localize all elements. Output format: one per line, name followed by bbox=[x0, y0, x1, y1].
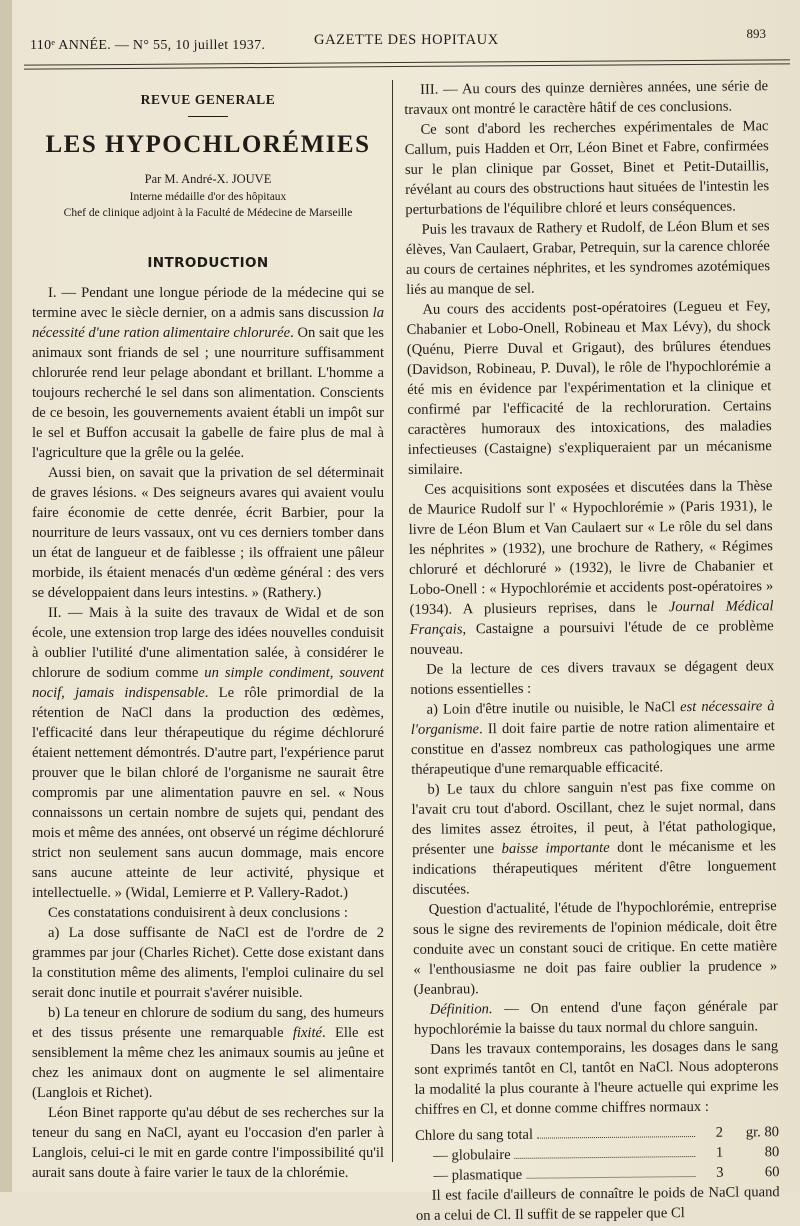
paragraph-notions: De la lecture de ces divers travaux se dégagent deux notions essentielles : bbox=[410, 658, 775, 698]
paragraph-rathery: Puis les travaux de Rathery et Rudolf, de Léon Blum et ses élèves, Van Caulaert, Grabar, Petrequin, sur la carence chlorée au cours de certaines néphrites, et les syndromes azotémiques liés au manque de sel. bbox=[405, 218, 771, 298]
article-title: LES HYPOCHLORÉMIES bbox=[45, 131, 371, 158]
issue-line: 110ᵉ ANNÉE. — N° 55, 10 juillet 1937. bbox=[30, 38, 266, 53]
paragraph-II: II. — Mais à la suite des travaux de Widal et de son école, une extension trop large des idées nouvelles conduisit à oublier l'utilité d'une alimentation salée, à considérer le chlorure de sodium comme un simple condiment, souvent nocif, jamais indispensable. Le rôle primordial de la rétention de NaCl dans la production des œdèmes, l'efficacité dans leur thérapeutique du régime déchloruré étaient nettement démontrés. D'autre part, l'expérience parut prouver que le bilan chloré de l'organisme ne saurait être compromis par une alimentation pauvre en sel. « Nous connaissons un certain nombre de sujets qui, pendant des mois et même des années, ont observé un régime déchloruré strict non seulement sans aucun dommage, mais encore sans aucune atteinte de leur activité, physique et intellectuelle. » (Widal, Lemierre et P. Vallery-Radot.) bbox=[32, 605, 384, 901]
paragraph-experimental: Ce sont d'abord les recherches expérimentales de Mac Callum, puis Hadden et Orr, Léon Binet et Fabre, confirmées sur le plan clinique par Gosset, Binet et Petit-Dutaillis, révélant au cours des obstructions haut situées de l'intestin les perturbations de l'équilibre chloré et leurs conséquences. bbox=[404, 118, 770, 218]
table-row: — globulaire 1 80 bbox=[433, 1144, 780, 1164]
table-row: Chlore du sang total 2 gr. 80 bbox=[414, 1124, 780, 1144]
paragraph-binet: Léon Binet rapporte qu'au début de ses recherches sur la teneur du sang en NaCl, ayant eu l'occasion d'en parler à Langlois, celui-ci le mit en garde contre l'impossibilité qu'il aurait sans doute à faire varier le taux de la chlorémie. bbox=[32, 1105, 384, 1181]
paragraph-salt-deprivation: Aussi bien, on savait que la privation de sel déterminait de graves lésions. « Des seigneurs avares qui avaient voulu faire économie de cette denrée, écrit Barbier, pour la nourriture de leurs vassaux, ont vu ces derniers tomber dans un état de langueur et de faiblesse ; ils offraient une pâleur morbide, ils étaient menacés d'un œdème général : des vers se développaient dans leurs intestins. » (Rathery.) bbox=[32, 465, 384, 601]
section-rule bbox=[188, 116, 228, 117]
author-affiliation-2: Chef de clinique adjoint à la Faculté de Médecine de Marseille bbox=[63, 207, 353, 219]
section-label: REVUE GENERALE bbox=[140, 92, 276, 107]
paragraph-I: I. — Pendant une longue période de la médecine qui se termine avec le siècle dernier, on a admis sans discussion la nécessité d'une ration alimentaire chlorurée. On sait que les animaux sont friands de sel ; une nourriture suffisamment chlorurée rend leur pelage abondant et brillant. L'homme a toujours recherché le sel dans son alimentation. Conscients de ce besoin, les gouvernements avaient établi un impôt sur le sel et Buffon accusait la gabelle de faire plus de mal à l'agriculture que la grêle ou la gelée. bbox=[32, 285, 384, 461]
paragraph-notion-b: b) Le taux du chlore sanguin n'est pas fixe comme on l'avait cru tout d'abord. Oscillant, chez le sujet normal, dans des limites assez étroites, il peut, à l'état pathologique, présenter une baisse importante dont le mécanisme et les indications thérapeutiques méritent d'être longuement discutées. bbox=[411, 778, 777, 898]
introduction-heading: INTRODUCTION bbox=[147, 255, 269, 271]
normal-values-table bbox=[415, 1122, 780, 1186]
right-column bbox=[404, 76, 780, 1226]
paragraph-conclusion-b: b) La teneur en chlorure de sodium du sang, des humeurs et des tissus présente une remarquable fixité. Elle est sensiblement la même chez les animaux soumis au jeûne et chez les animaux dont on augmente le sel alimentaire (Langlois et Richet). bbox=[32, 1005, 384, 1101]
page-spine bbox=[0, 0, 12, 1192]
paragraph-acquisitions: Ces acquisitions sont exposées et discutées dans la Thèse de Maurice Rudolf sur l' « Hypochlorémie » (Paris 1931), le livre de Léon Blum et Van Caulaert sur « Le rôle du sel dans les néphrites » (1932), une brochure de Rathery, « Régimes chloruré et déchloruré » (1932), le livre de Chabanier et Lobo-Onell : « Hypochlorémie et accidents post-opératoires » (1934). A plusieurs reprises, dans le Journal Médical Français, Castaigne a poursuivi l'étude de ce problème nouveau. bbox=[408, 478, 774, 658]
author-affiliation-1: Interne médaille d'or des hôpitaux bbox=[129, 191, 287, 203]
paragraph-conclusion-a: a) La dose suffisante de NaCl est de l'ordre de 2 grammes par jour (Charles Richet). Cette dose existant dans la constitution même des aliments, l'emploi culinaire du sel serait donc inutile et pourrait s'avérer nuisible. bbox=[32, 925, 384, 1001]
paragraph-notion-a: a) Loin d'être inutile ou nuisible, le NaCl est nécessaire à l'organisme. Il doit faire partie de notre ration alimentaire et constitue en d'assez nombreux cas pathologiques une arme thérapeutique d'une remarquable efficacité. bbox=[410, 698, 776, 778]
table-row: — plasmatique 3 60 bbox=[433, 1164, 780, 1184]
journal-name: GAZETTE DES HOPITAUX bbox=[314, 32, 499, 48]
paragraph-III: III. — Au cours des quinze dernières années, une série de travaux ont montré le caractère hâtif de ces conclusions. bbox=[404, 78, 769, 118]
author-byline: Par M. André-X. JOUVE bbox=[144, 172, 272, 186]
paragraph-conversion: Il est facile d'ailleurs de connaître le poids de NaCl quand on a celui de Cl. Il suffit de se rappeler que Cl bbox=[415, 1184, 780, 1224]
paragraph-dosages: Dans les travaux contemporains, les dosages dans le sang sont exprimés tantôt en Cl, tantôt en NaCl. Nous adopterons la modalité la plus courante à l'heure actuelle qui exprime les chiffres en Cl, et donne comme chiffres normaux : bbox=[414, 1038, 779, 1118]
page-number: 893 bbox=[746, 26, 766, 41]
left-column bbox=[32, 80, 384, 1183]
column-divider bbox=[392, 80, 393, 1162]
paragraph-definition: Définition. — On entend d'une façon générale par hypochlorémie la baisse du taux normal du chlore sanguin. bbox=[413, 998, 778, 1038]
paragraph-post-op: Au cours des accidents post-opératoires (Legueu et Fey, Chabanier et Lobo-Onell, Robineau et Max Lévy), du shock (Quénu, Pierre Duval et Grigaut), des brûlures étendues (Davidson, Robineau, P. Duval), le rôle de l'hypochlorémie a été mis en évidence par l'expérimentation et la clinique et confirmé par l'efficacité de la rechloruration. Certains caractères humoraux des intoxications, des maladies infectieuses (Castaigne) s'expliqueraient par un mécanisme similaire. bbox=[406, 298, 772, 478]
paragraph-actualite: Question d'actualité, l'étude de l'hypochlorémie, entreprise sous le signe des revirements de l'opinion médicale, doit être conduite avec un constant souci de critique. En cette matière « l'enthousiasme ne doit pas faire oublier la prudence » (Jeanbrau). bbox=[412, 898, 778, 998]
paragraph-conclusions: Ces constatations conduisirent à deux conclusions : bbox=[48, 905, 348, 921]
